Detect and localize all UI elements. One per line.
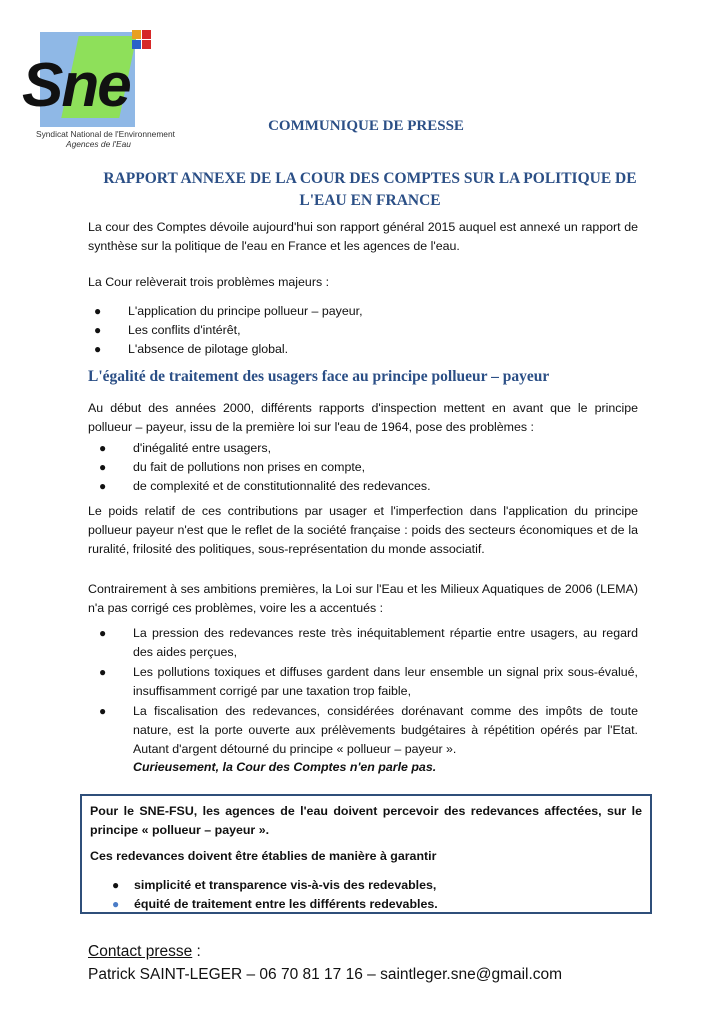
position-box xyxy=(80,794,652,914)
logo-text: Sne xyxy=(22,51,130,120)
bullet-icon: ● xyxy=(99,479,107,493)
bullet-icon: ● xyxy=(94,323,102,337)
list-item: ● équité de traitement entre les différents redevables. xyxy=(134,895,614,914)
list-item: ● L'absence de pilotage global. xyxy=(128,340,628,359)
list-item: ● La pression des redevances reste très inéquitablement répartie entre usagers, au regard des aides perçues, xyxy=(99,626,638,659)
bullet-icon: ● xyxy=(99,704,107,718)
list-item: ● Les conflits d'intérêt, xyxy=(128,321,628,340)
box-paragraph-2: Ces redevances doivent être établies de manière à garantir xyxy=(90,849,437,863)
section-paragraph-2: Le poids relatif de ces contributions par usager et l'imperfection dans l'application du principe pollueur payeur n'est que le reflet de la société française : poids des secteurs économiques et de la ruralité, frilosité des politiques, sous-représentation du monde associatif. xyxy=(88,504,638,556)
bullet-icon: ● xyxy=(112,878,120,892)
logo-subtitle: Syndicat National de l'Environnement xyxy=(36,129,175,139)
bullet-icon: ● xyxy=(99,626,107,640)
bullet-icon: ● xyxy=(94,342,102,356)
contact-label: Contact presse xyxy=(88,943,193,960)
closing-remark: Curieusement, la Cour des Comptes n'en parle pas. xyxy=(133,760,437,774)
problems-list xyxy=(94,302,628,359)
bullet-icon: ● xyxy=(99,665,107,679)
section-paragraph-3: Contrairement à ses ambitions premières, la Loi sur l'Eau et les Milieux Aquatiques de 2006 (LEMA) n'a pas corrigé ces problèmes, voire les a accentués : xyxy=(88,582,638,615)
logo-subtitle-2: Agences de l'Eau xyxy=(66,139,131,149)
bullet-icon: ● xyxy=(112,897,120,911)
press-release-label: COMMUNIQUE DE PRESSE xyxy=(268,118,464,134)
list-item: ● du fait de pollutions non prises en compte, xyxy=(133,458,633,477)
list-item: ● Les pollutions toxiques et diffuses gardent dans leur ensemble un signal prix sous-évalué, insuffisamment corrigé par une taxation trop faible, xyxy=(99,665,638,698)
bullet-icon: ● xyxy=(99,441,107,455)
box-paragraph-1: Pour le SNE-FSU, les agences de l'eau doivent percevoir des redevances affectées, sur le principe « pollueur – payeur ». xyxy=(90,804,642,837)
lema-points-list xyxy=(99,624,638,759)
section-heading: L'égalité de traitement des usagers face au principe pollueur – payeur xyxy=(88,368,550,385)
bullet-icon: ● xyxy=(99,460,107,474)
fsu-mark-icon xyxy=(132,30,156,54)
list-item: ● simplicité et transparence vis-à-vis des redevables, xyxy=(134,876,614,895)
contact-details: Patrick SAINT-LEGER – 06 70 81 17 16 – saintleger.sne@gmail.com xyxy=(88,966,563,983)
document-title: RAPPORT ANNEXE DE LA COUR DES COMPTES SUR LA POLITIQUE DE L'EAU EN FRANCE xyxy=(103,170,637,209)
list-item: ● La fiscalisation des redevances, considérées dorénavant comme des impôts de toute nature, est la porte ouverte aux prélèvements budgétaires à répétition opérés par l'Etat. Autant d'argent détourné du principe « pollueur – payeur ». xyxy=(99,704,638,756)
intro-lead: La Cour relèverait trois problèmes majeurs : xyxy=(88,275,330,289)
list-item: ● d'inégalité entre usagers, xyxy=(133,439,633,458)
list-item: ● L'application du principe pollueur – payeur, xyxy=(128,302,628,321)
box-points-list xyxy=(112,876,614,914)
contact-label-suffix: : xyxy=(192,943,201,960)
intro-paragraph: La cour des Comptes dévoile aujourd'hui son rapport général 2015 auquel est annexé un rapport de synthèse sur la politique de l'eau en France et les agences de l'eau. xyxy=(88,220,638,253)
issues-list xyxy=(99,439,633,496)
contact-block xyxy=(88,940,562,986)
list-item: ● de complexité et de constitutionnalité des redevances. xyxy=(133,477,633,496)
bullet-icon: ● xyxy=(94,304,102,318)
section-paragraph-1: Au début des années 2000, différents rapports d'inspection mettent en avant que le principe pollueur – payeur, issu de la première loi sur l'eau de 1964, pose des problèmes : xyxy=(88,401,638,434)
